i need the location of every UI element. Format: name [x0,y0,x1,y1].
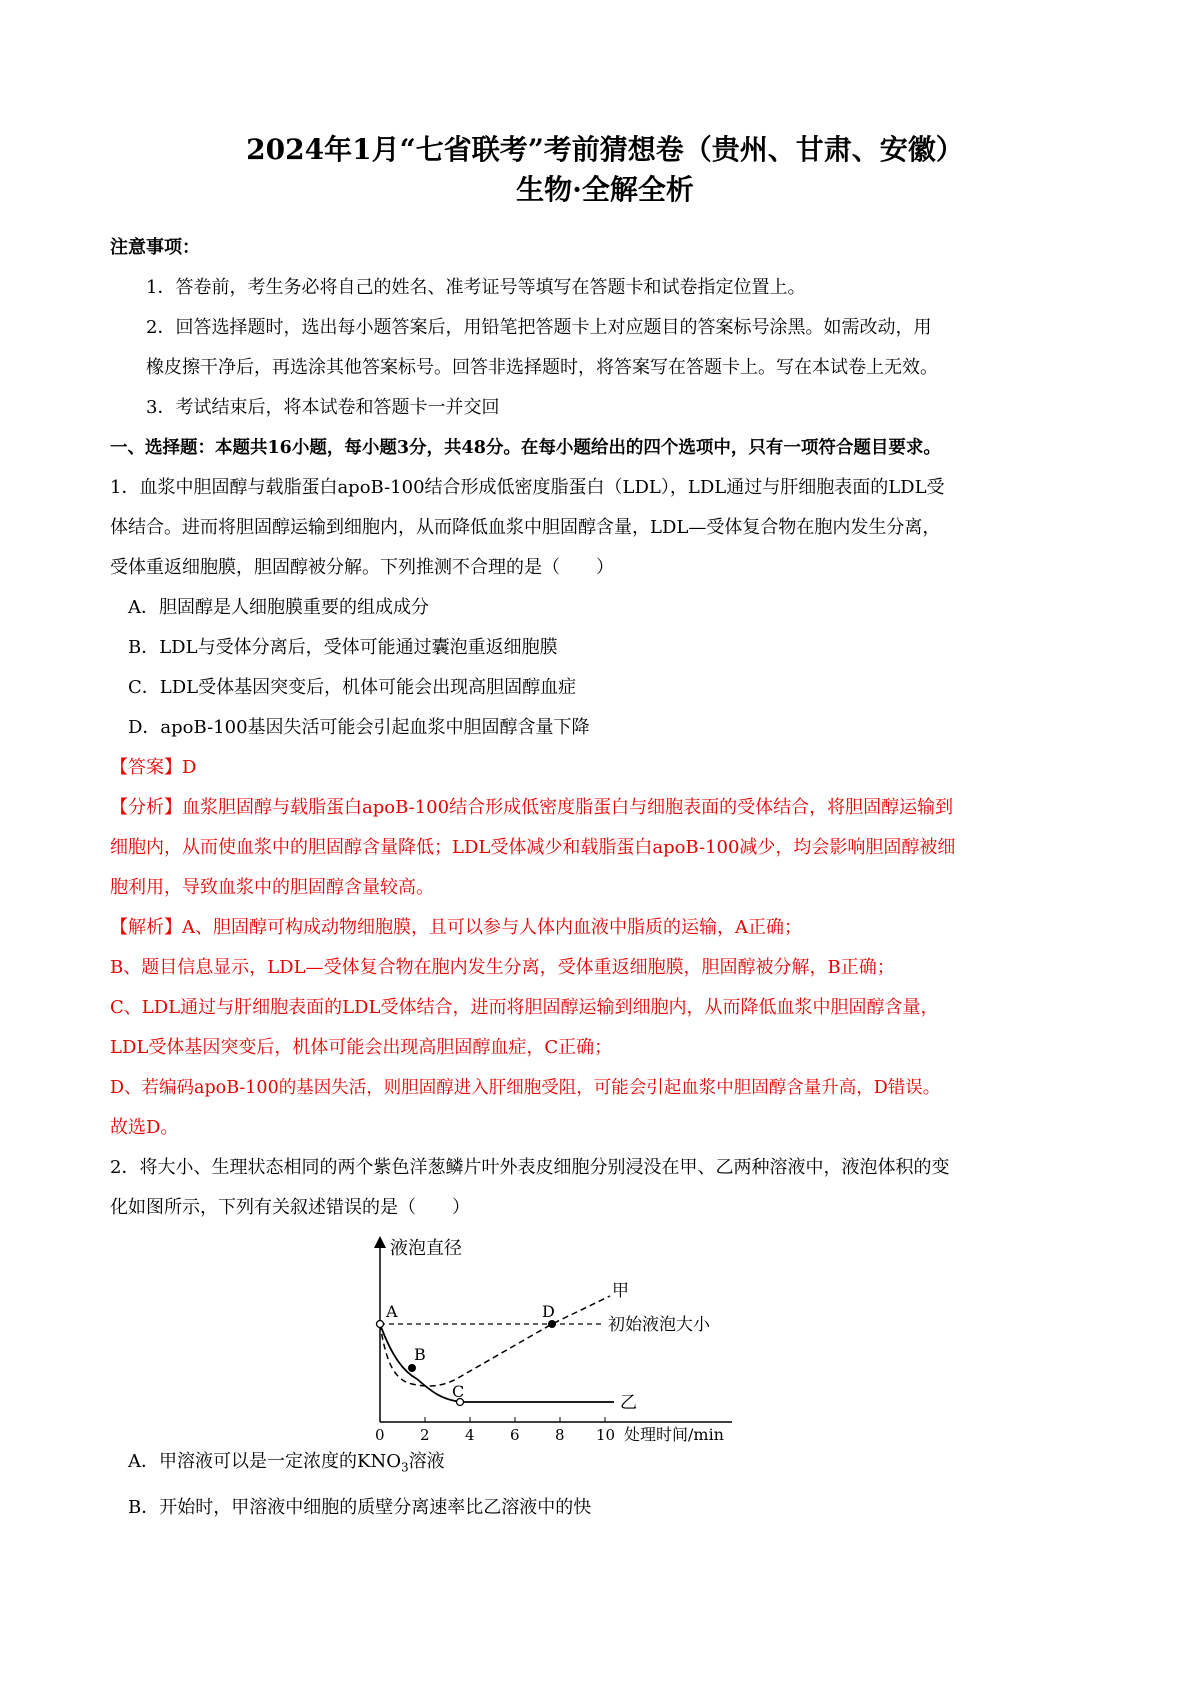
q2-stem: 化如图所示，下列有关叙述错误的是（ ） [110,1197,470,1218]
point-d [548,1320,556,1328]
q1-option-a: A．胆固醇是人细胞膜重要的组成成分 [128,597,429,618]
document-page [110,130,1100,1528]
q2-option-b: B．开始时，甲溶液中细胞的质壁分离速率比乙溶液中的快 [128,1496,592,1518]
q2-option-a-text: A．甲溶液可以是一定浓度的KNO [128,1451,401,1472]
point-a [377,1321,384,1328]
x-tick-label: 10 [596,1426,616,1442]
q1-stem: 受体重返细胞膜，胆固醇被分解。下列推测不合理的是（ ） [110,557,614,578]
curve-jia [380,1296,610,1386]
page-subtitle: 生物·全解全析 [516,173,694,206]
q1-explanation: D、若编码apoB-100的基因失活，则胆固醇进入肝细胞受阻，可能会引起血浆中胆固醇含量升高，D错误。 [110,1078,941,1098]
label-d: D [542,1302,555,1321]
vacuole-diameter-figure [372,1232,802,1442]
q1-stem: 1．血浆中胆固醇与载脂蛋白apoB-100结合形成低密度脂蛋白（LDL），LDL通过与肝细胞表面的LDL受 [110,477,945,498]
q1-explanation: 【解析】A、胆固醇可构成动物细胞膜，且可以参与人体内血液中脂质的运输，A正确； [110,917,802,938]
label-jia: 甲 [612,1281,629,1301]
q1-explanation: B、题目信息显示，LDL—受体复合物在胞内发生分离，受体重返细胞膜，胆固醇被分解，B正确； [110,957,895,978]
q1-option-c: C．LDL受体基因突变后，机体可能会出现高胆固醇血症 [128,677,577,698]
q1-stem: 体结合。进而将胆固醇运输到细胞内，从而降低血浆中胆固醇含量，LDL—受体复合物在胞内发生分离， [110,517,941,538]
notice-heading: 注意事项： [110,237,200,258]
figure-svg [372,1232,802,1442]
notice-item: 橡皮擦干净后，再选涂其他答案标号。回答非选择题时，将答案写在答题卡上。写在本试卷上无效。 [146,357,938,378]
q1-explanation: 故选D。 [110,1117,179,1138]
q1-analysis: 【分析】血浆胆固醇与载脂蛋白apoB-100结合形成低密度脂蛋白与细胞表面的受体结合，将胆固醇运输到 [110,797,954,818]
q1-option-b: B．LDL与受体分离后，受体可能通过囊泡重返细胞膜 [128,637,558,658]
q2-option-a-suffix: 溶液 [408,1451,445,1472]
y-axis-label: 液泡直径 [390,1238,462,1259]
label-baseline: 初始液泡大小 [608,1315,710,1335]
q2-option-a [110,1442,1100,1488]
x-tick-label: 8 [555,1426,565,1442]
label-b: B [414,1345,426,1364]
x-tick-label: 0 [375,1426,385,1442]
x-tick-label: 6 [510,1426,520,1442]
notice-item: 3．考试结束后，将本试卷和答题卡一并交回 [146,397,500,418]
q1-analysis: 细胞内，从而使血浆中的胆固醇含量降低；LDL受体减少和载脂蛋白apoB-100减少，均会影响胆固醇被细 [110,837,956,858]
q1-analysis: 胞利用，导致血浆中的胆固醇含量较高。 [110,877,434,898]
notice-item: 1．答卷前，考生务必将自己的姓名、准考证号等填写在答题卡和试卷指定位置上。 [146,277,806,298]
q1-explanation: C、LDL通过与肝细胞表面的LDL受体结合，进而将胆固醇运输到细胞内，从而降低血浆中胆固醇含量， [110,997,939,1018]
x-tick-label: 4 [465,1426,475,1442]
point-b [408,1364,416,1372]
label-yi: 乙 [620,1393,637,1413]
section-heading: 一、选择题：本题共16小题，每小题3分，共48分。在每小题给出的四个选项中，只有一项符合题目要求。 [110,438,941,458]
q1-answer: 【答案】D [110,757,197,778]
q2-option-a-subscript: 3 [400,1460,409,1475]
notice-item: 2．回答选择题时，选出每小题答案后，用铅笔把答题卡上对应题目的答案标号涂黑。如需改动，用 [146,317,932,338]
q2-stem: 2．将大小、生理状态相同的两个紫色洋葱鳞片叶外表皮细胞分别浸没在甲、乙两种溶液中，液泡体积的变 [110,1157,950,1178]
q1-explanation: LDL受体基因突变后，机体可能会出现高胆固醇血症，C正确； [110,1037,613,1058]
q1-option-d: D．apoB-100基因失活可能会引起血浆中胆固醇含量下降 [128,717,590,738]
x-axis-label: 处理时间/min [624,1425,724,1442]
label-a: A [386,1302,398,1321]
page-title: 2024年1月“七省联考”考前猜想卷（贵州、甘肃、安徽） [246,133,964,166]
x-tick-label: 2 [420,1426,430,1442]
label-c: C [452,1382,465,1401]
